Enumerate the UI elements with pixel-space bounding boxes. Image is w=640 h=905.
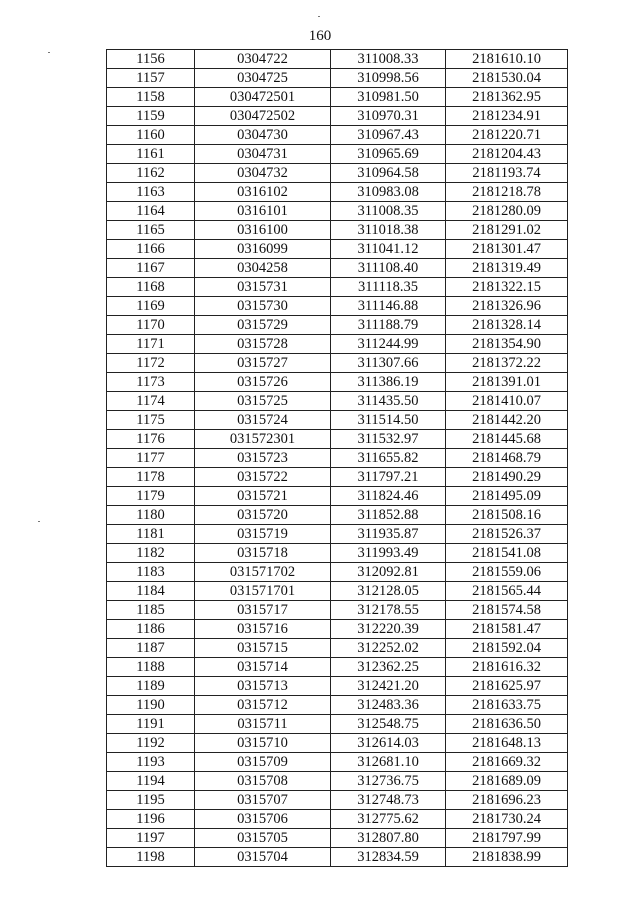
point-code-cell: 0315730: [195, 297, 331, 316]
point-code-cell: 0315725: [195, 392, 331, 411]
point-number-cell: 1167: [107, 259, 195, 278]
y-coordinate-cell: 2181633.75: [446, 696, 568, 715]
point-code-cell: 031571702: [195, 563, 331, 582]
table-row: [107, 183, 568, 202]
y-coordinate-cell: 2181193.74: [446, 164, 568, 183]
scan-speck: [48, 52, 50, 53]
point-code-cell: 0315728: [195, 335, 331, 354]
table-row: [107, 468, 568, 487]
point-number-cell: 1185: [107, 601, 195, 620]
x-coordinate-cell: 310967.43: [331, 126, 446, 145]
point-code-cell: 0315724: [195, 411, 331, 430]
point-number-cell: 1180: [107, 506, 195, 525]
x-coordinate-cell: 312362.25: [331, 658, 446, 677]
y-coordinate-cell: 2181372.22: [446, 354, 568, 373]
x-coordinate-cell: 311244.99: [331, 335, 446, 354]
x-coordinate-cell: 312807.80: [331, 829, 446, 848]
table-row: [107, 240, 568, 259]
point-number-cell: 1177: [107, 449, 195, 468]
y-coordinate-cell: 2181565.44: [446, 582, 568, 601]
x-coordinate-cell: 311655.82: [331, 449, 446, 468]
point-code-cell: 0315704: [195, 848, 331, 867]
table-row: [107, 221, 568, 240]
point-number-cell: 1194: [107, 772, 195, 791]
point-number-cell: 1161: [107, 145, 195, 164]
point-code-cell: 0315713: [195, 677, 331, 696]
y-coordinate-cell: 2181689.09: [446, 772, 568, 791]
table-row: [107, 696, 568, 715]
point-code-cell: 0304258: [195, 259, 331, 278]
point-number-cell: 1158: [107, 88, 195, 107]
y-coordinate-cell: 2181442.20: [446, 411, 568, 430]
point-number-cell: 1170: [107, 316, 195, 335]
point-number-cell: 1162: [107, 164, 195, 183]
y-coordinate-cell: 2181301.47: [446, 240, 568, 259]
point-code-cell: 030472502: [195, 107, 331, 126]
x-coordinate-cell: 312775.62: [331, 810, 446, 829]
point-number-cell: 1173: [107, 373, 195, 392]
table-row: [107, 316, 568, 335]
x-coordinate-cell: 312421.20: [331, 677, 446, 696]
x-coordinate-cell: 311797.21: [331, 468, 446, 487]
point-number-cell: 1190: [107, 696, 195, 715]
table-row: [107, 753, 568, 772]
point-number-cell: 1178: [107, 468, 195, 487]
point-code-cell: 0315727: [195, 354, 331, 373]
point-code-cell: 0315708: [195, 772, 331, 791]
x-coordinate-cell: 310964.58: [331, 164, 446, 183]
table-row: [107, 69, 568, 88]
point-code-cell: 0315726: [195, 373, 331, 392]
point-number-cell: 1192: [107, 734, 195, 753]
point-code-cell: 0315723: [195, 449, 331, 468]
table-row: [107, 126, 568, 145]
table-row: [107, 164, 568, 183]
y-coordinate-cell: 2181328.14: [446, 316, 568, 335]
table-row: [107, 677, 568, 696]
point-code-cell: 0315709: [195, 753, 331, 772]
table-row: [107, 506, 568, 525]
table-row: [107, 715, 568, 734]
x-coordinate-cell: 310970.31: [331, 107, 446, 126]
table-row: [107, 734, 568, 753]
point-number-cell: 1169: [107, 297, 195, 316]
y-coordinate-cell: 2181541.08: [446, 544, 568, 563]
y-coordinate-cell: 2181797.99: [446, 829, 568, 848]
point-number-cell: 1171: [107, 335, 195, 354]
x-coordinate-cell: 310965.69: [331, 145, 446, 164]
table-row: [107, 601, 568, 620]
x-coordinate-cell: 311146.88: [331, 297, 446, 316]
x-coordinate-cell: 312681.10: [331, 753, 446, 772]
table-row: [107, 829, 568, 848]
point-code-cell: 0315722: [195, 468, 331, 487]
y-coordinate-cell: 2181218.78: [446, 183, 568, 202]
table-row: [107, 411, 568, 430]
point-code-cell: 0304731: [195, 145, 331, 164]
y-coordinate-cell: 2181362.95: [446, 88, 568, 107]
x-coordinate-cell: 311188.79: [331, 316, 446, 335]
point-number-cell: 1172: [107, 354, 195, 373]
y-coordinate-cell: 2181581.47: [446, 620, 568, 639]
point-code-cell: 0315711: [195, 715, 331, 734]
y-coordinate-cell: 2181648.13: [446, 734, 568, 753]
y-coordinate-cell: 2181508.16: [446, 506, 568, 525]
y-coordinate-cell: 2181468.79: [446, 449, 568, 468]
table-row: [107, 620, 568, 639]
point-code-cell: 0316102: [195, 183, 331, 202]
point-code-cell: 0304722: [195, 50, 331, 69]
point-number-cell: 1198: [107, 848, 195, 867]
point-code-cell: 0315719: [195, 525, 331, 544]
y-coordinate-cell: 2181280.09: [446, 202, 568, 221]
scan-speck: [318, 16, 320, 17]
table-row: [107, 430, 568, 449]
x-coordinate-cell: 311386.19: [331, 373, 446, 392]
table-row: [107, 335, 568, 354]
y-coordinate-cell: 2181669.32: [446, 753, 568, 772]
point-number-cell: 1176: [107, 430, 195, 449]
scan-speck: [38, 521, 40, 522]
table-row: [107, 772, 568, 791]
table-row: [107, 810, 568, 829]
table-row: [107, 525, 568, 544]
y-coordinate-cell: 2181559.06: [446, 563, 568, 582]
point-number-cell: 1168: [107, 278, 195, 297]
point-number-cell: 1191: [107, 715, 195, 734]
x-coordinate-cell: 312736.75: [331, 772, 446, 791]
x-coordinate-cell: 312548.75: [331, 715, 446, 734]
point-code-cell: 0304725: [195, 69, 331, 88]
y-coordinate-cell: 2181696.23: [446, 791, 568, 810]
point-code-cell: 0304732: [195, 164, 331, 183]
point-code-cell: 0315712: [195, 696, 331, 715]
y-coordinate-cell: 2181220.71: [446, 126, 568, 145]
x-coordinate-cell: 310981.50: [331, 88, 446, 107]
y-coordinate-cell: 2181410.07: [446, 392, 568, 411]
x-coordinate-cell: 312614.03: [331, 734, 446, 753]
y-coordinate-cell: 2181574.58: [446, 601, 568, 620]
point-code-cell: 0316101: [195, 202, 331, 221]
x-coordinate-cell: 312483.36: [331, 696, 446, 715]
y-coordinate-cell: 2181526.37: [446, 525, 568, 544]
x-coordinate-cell: 312178.55: [331, 601, 446, 620]
x-coordinate-cell: 311118.35: [331, 278, 446, 297]
x-coordinate-cell: 311532.97: [331, 430, 446, 449]
point-number-cell: 1174: [107, 392, 195, 411]
x-coordinate-cell: 312252.02: [331, 639, 446, 658]
table-row: [107, 487, 568, 506]
point-number-cell: 1182: [107, 544, 195, 563]
point-number-cell: 1186: [107, 620, 195, 639]
table-row: [107, 259, 568, 278]
x-coordinate-cell: 312748.73: [331, 791, 446, 810]
y-coordinate-cell: 2181636.50: [446, 715, 568, 734]
point-code-cell: 031571701: [195, 582, 331, 601]
y-coordinate-cell: 2181291.02: [446, 221, 568, 240]
table-row: [107, 88, 568, 107]
point-number-cell: 1163: [107, 183, 195, 202]
point-code-cell: 0304730: [195, 126, 331, 145]
x-coordinate-cell: 311041.12: [331, 240, 446, 259]
point-number-cell: 1181: [107, 525, 195, 544]
table-row: [107, 449, 568, 468]
point-code-cell: 0315706: [195, 810, 331, 829]
x-coordinate-cell: 311108.40: [331, 259, 446, 278]
point-code-cell: 0315721: [195, 487, 331, 506]
point-code-cell: 0315716: [195, 620, 331, 639]
x-coordinate-cell: 311008.35: [331, 202, 446, 221]
table-row: [107, 297, 568, 316]
table-row: [107, 278, 568, 297]
page-number: 160: [308, 28, 332, 44]
table-body: [107, 50, 568, 867]
point-number-cell: 1195: [107, 791, 195, 810]
table-row: [107, 544, 568, 563]
y-coordinate-cell: 2181326.96: [446, 297, 568, 316]
y-coordinate-cell: 2181204.43: [446, 145, 568, 164]
point-code-cell: 0315717: [195, 601, 331, 620]
x-coordinate-cell: 311307.66: [331, 354, 446, 373]
point-number-cell: 1184: [107, 582, 195, 601]
coordinates-table: [106, 49, 568, 867]
table-row: [107, 639, 568, 658]
point-number-cell: 1175: [107, 411, 195, 430]
point-number-cell: 1159: [107, 107, 195, 126]
point-code-cell: 0315707: [195, 791, 331, 810]
point-code-cell: 0315729: [195, 316, 331, 335]
table-row: [107, 145, 568, 164]
y-coordinate-cell: 2181730.24: [446, 810, 568, 829]
x-coordinate-cell: 311018.38: [331, 221, 446, 240]
x-coordinate-cell: 311993.49: [331, 544, 446, 563]
point-code-cell: 0315714: [195, 658, 331, 677]
y-coordinate-cell: 2181319.49: [446, 259, 568, 278]
x-coordinate-cell: 311008.33: [331, 50, 446, 69]
table-row: [107, 582, 568, 601]
point-number-cell: 1179: [107, 487, 195, 506]
point-number-cell: 1188: [107, 658, 195, 677]
point-number-cell: 1160: [107, 126, 195, 145]
y-coordinate-cell: 2181616.32: [446, 658, 568, 677]
y-coordinate-cell: 2181625.97: [446, 677, 568, 696]
table-row: [107, 392, 568, 411]
y-coordinate-cell: 2181322.15: [446, 278, 568, 297]
point-number-cell: 1193: [107, 753, 195, 772]
y-coordinate-cell: 2181354.90: [446, 335, 568, 354]
x-coordinate-cell: 312128.05: [331, 582, 446, 601]
table-row: [107, 50, 568, 69]
x-coordinate-cell: 312220.39: [331, 620, 446, 639]
y-coordinate-cell: 2181445.68: [446, 430, 568, 449]
y-coordinate-cell: 2181530.04: [446, 69, 568, 88]
point-number-cell: 1157: [107, 69, 195, 88]
y-coordinate-cell: 2181610.10: [446, 50, 568, 69]
point-number-cell: 1187: [107, 639, 195, 658]
table-row: [107, 107, 568, 126]
point-number-cell: 1196: [107, 810, 195, 829]
table-row: [107, 373, 568, 392]
point-code-cell: 0315731: [195, 278, 331, 297]
table-row: [107, 202, 568, 221]
table-row: [107, 848, 568, 867]
point-number-cell: 1166: [107, 240, 195, 259]
y-coordinate-cell: 2181234.91: [446, 107, 568, 126]
point-number-cell: 1156: [107, 50, 195, 69]
x-coordinate-cell: 311514.50: [331, 411, 446, 430]
y-coordinate-cell: 2181838.99: [446, 848, 568, 867]
point-number-cell: 1197: [107, 829, 195, 848]
x-coordinate-cell: 312834.59: [331, 848, 446, 867]
point-code-cell: 030472501: [195, 88, 331, 107]
point-number-cell: 1164: [107, 202, 195, 221]
point-number-cell: 1165: [107, 221, 195, 240]
point-number-cell: 1189: [107, 677, 195, 696]
x-coordinate-cell: 312092.81: [331, 563, 446, 582]
point-code-cell: 0316099: [195, 240, 331, 259]
x-coordinate-cell: 310983.08: [331, 183, 446, 202]
table-row: [107, 563, 568, 582]
x-coordinate-cell: 311852.88: [331, 506, 446, 525]
point-code-cell: 0315715: [195, 639, 331, 658]
table-row: [107, 354, 568, 373]
point-code-cell: 031572301: [195, 430, 331, 449]
table-row: [107, 791, 568, 810]
point-code-cell: 0315710: [195, 734, 331, 753]
point-code-cell: 0316100: [195, 221, 331, 240]
y-coordinate-cell: 2181490.29: [446, 468, 568, 487]
point-code-cell: 0315718: [195, 544, 331, 563]
point-code-cell: 0315705: [195, 829, 331, 848]
point-number-cell: 1183: [107, 563, 195, 582]
y-coordinate-cell: 2181592.04: [446, 639, 568, 658]
y-coordinate-cell: 2181495.09: [446, 487, 568, 506]
x-coordinate-cell: 310998.56: [331, 69, 446, 88]
x-coordinate-cell: 311824.46: [331, 487, 446, 506]
point-code-cell: 0315720: [195, 506, 331, 525]
x-coordinate-cell: 311935.87: [331, 525, 446, 544]
y-coordinate-cell: 2181391.01: [446, 373, 568, 392]
x-coordinate-cell: 311435.50: [331, 392, 446, 411]
table-row: [107, 658, 568, 677]
